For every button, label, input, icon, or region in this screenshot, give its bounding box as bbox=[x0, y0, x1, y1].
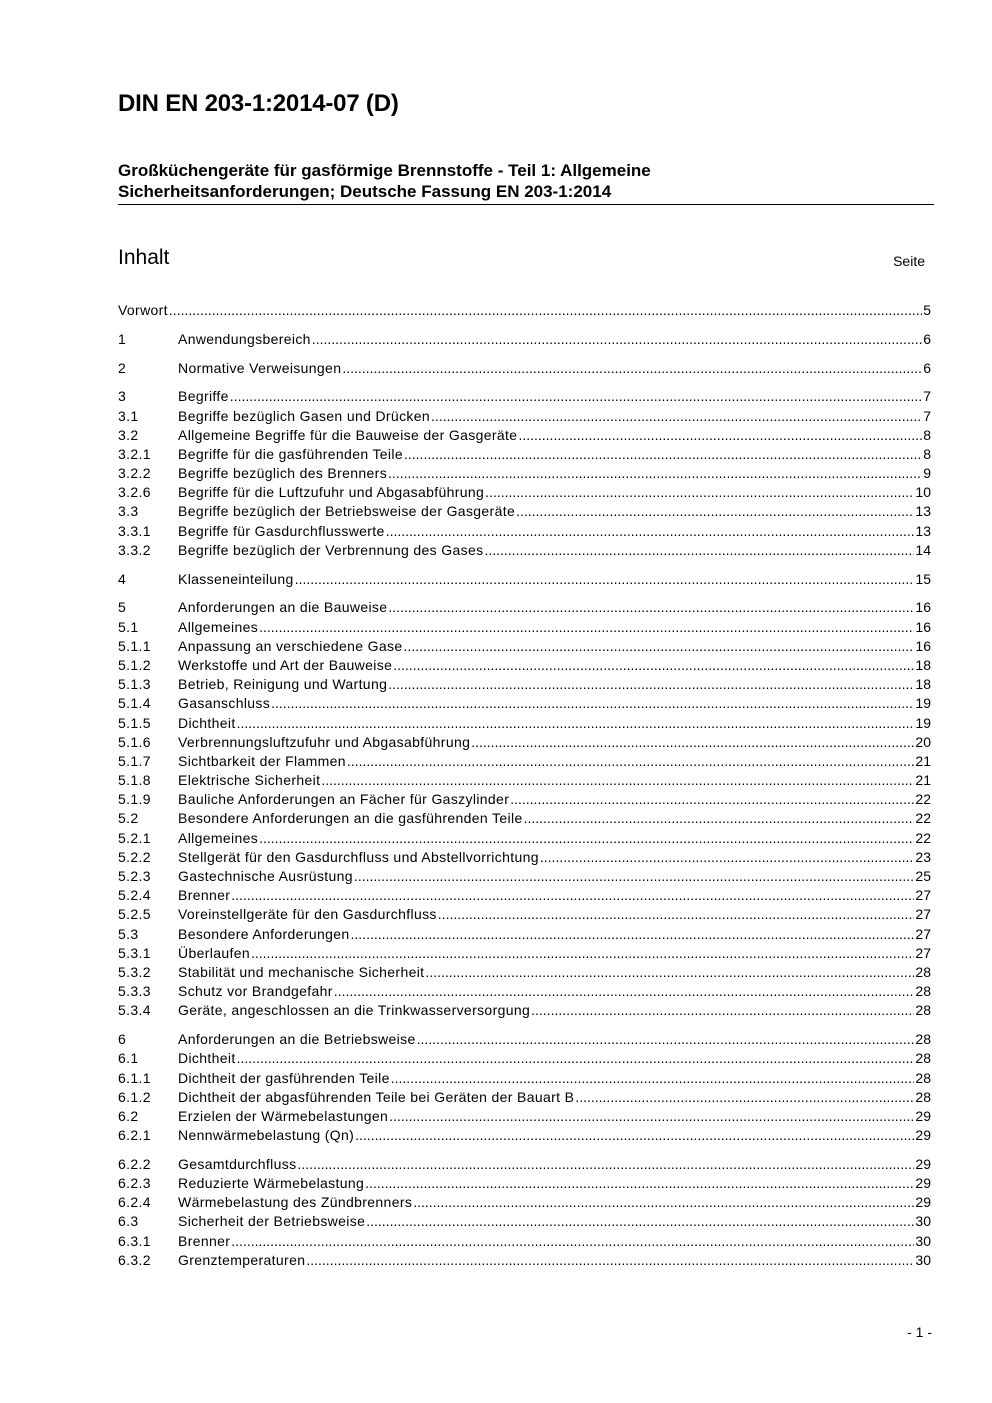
toc-entry-leader-dots bbox=[518, 426, 922, 445]
toc-entry-page: 15 bbox=[915, 570, 931, 587]
toc-entry-number: 5.2.4 bbox=[118, 887, 151, 904]
toc-entry-number: 5.1.1 bbox=[118, 637, 151, 654]
toc-entry-title: Brenner bbox=[178, 1232, 231, 1249]
toc-entry-title: Begriffe bezüglich der Betriebsweise der Gasgeräte bbox=[178, 503, 516, 520]
toc-entry-page: 29 bbox=[915, 1175, 931, 1192]
toc-entry[interactable] bbox=[118, 675, 931, 694]
toc-entry-page: 19 bbox=[915, 714, 931, 731]
toc-entry[interactable] bbox=[118, 925, 931, 944]
toc-entry-leader-dots bbox=[417, 1030, 915, 1049]
toc-entry-number: 5.3.1 bbox=[118, 944, 151, 961]
toc-entry-page: 13 bbox=[915, 503, 931, 520]
toc-entry-page: 22 bbox=[915, 829, 931, 846]
toc-entry-leader-dots bbox=[516, 502, 914, 521]
toc-entry-page: 7 bbox=[923, 388, 931, 405]
toc-entry-leader-dots bbox=[366, 1212, 914, 1231]
toc-entry-title: Grenztemperaturen bbox=[178, 1251, 306, 1268]
toc-entry-title: Betrieb, Reinigung und Wartung bbox=[178, 676, 388, 693]
toc-entry-leader-dots bbox=[393, 656, 914, 675]
toc-entry-title: Begriffe bezüglich der Verbrennung des Gases bbox=[178, 541, 484, 558]
toc-entry-page: 27 bbox=[915, 906, 931, 923]
toc-entry-title: Dichtheit der abgasführenden Teile bei Geräten der Bauart B bbox=[178, 1088, 575, 1105]
toc-entry-page: 8 bbox=[923, 426, 931, 443]
toc-entry-title: Begriffe bbox=[178, 388, 229, 405]
toc-entry-page: 28 bbox=[915, 1031, 931, 1048]
toc-entry-title: Stellgerät für den Gasdurchfluss und Abstellvorrichtung bbox=[178, 848, 539, 865]
toc-entry-page: 28 bbox=[915, 1069, 931, 1086]
toc-entry-page: 28 bbox=[915, 1088, 931, 1105]
toc-entry[interactable] bbox=[118, 359, 931, 378]
toc-entry-leader-dots bbox=[347, 752, 915, 771]
toc-entry-number: 6.3.1 bbox=[118, 1232, 151, 1249]
toc-entry-title: Voreinstellgeräte für den Gasdurchfluss bbox=[178, 906, 437, 923]
toc-entry-page: 16 bbox=[915, 637, 931, 654]
toc-entry-number: 5.2.3 bbox=[118, 868, 151, 885]
toc-entry-leader-dots bbox=[342, 359, 922, 378]
toc-entry-number: 6.2.1 bbox=[118, 1127, 151, 1144]
toc-entry[interactable] bbox=[118, 982, 931, 1001]
toc-entry-leader-dots bbox=[306, 1251, 914, 1270]
toc-entry-page: 28 bbox=[915, 1050, 931, 1067]
toc-entry-number: 3.2 bbox=[118, 426, 139, 443]
toc-entry-title: Allgemeines bbox=[178, 618, 259, 635]
toc-entry-number: 5.2.5 bbox=[118, 906, 151, 923]
toc-entry-leader-dots bbox=[540, 848, 915, 867]
toc-entry-page: 6 bbox=[923, 330, 931, 347]
toc-entry-title: Allgemeines bbox=[178, 829, 259, 846]
toc-entry-number: 3.2.6 bbox=[118, 484, 151, 501]
toc-entry-leader-dots bbox=[389, 1107, 914, 1126]
toc-entry-title: Stabilität und mechanische Sicherheit bbox=[178, 963, 425, 980]
toc-entry[interactable] bbox=[118, 771, 931, 790]
toc-entry-number: 3.2.1 bbox=[118, 445, 151, 462]
toc-entry-page: 25 bbox=[915, 868, 931, 885]
toc-entry-leader-dots bbox=[510, 790, 914, 809]
toc-entry-number: 5.1.4 bbox=[118, 695, 151, 712]
toc-page-column-label: Seite bbox=[893, 253, 925, 269]
toc-entry-number: 5.3.2 bbox=[118, 963, 151, 980]
toc-entry-leader-dots bbox=[230, 387, 922, 406]
toc-entry[interactable] bbox=[118, 618, 931, 637]
toc-entry-number: 5.3.3 bbox=[118, 983, 151, 1000]
toc-entry-number: 3.3 bbox=[118, 503, 139, 520]
toc-entry-title: Werkstoffe und Art der Bauweise bbox=[178, 656, 393, 673]
toc-entry-page: 27 bbox=[915, 887, 931, 904]
toc-entry-title: Elektrische Sicherheit bbox=[178, 772, 321, 789]
toc-entry[interactable] bbox=[118, 1030, 931, 1049]
table-of-contents bbox=[118, 301, 931, 1270]
toc-entry-number: 5.1.9 bbox=[118, 791, 151, 808]
toc-entry-page: 18 bbox=[915, 676, 931, 693]
toc-entry[interactable] bbox=[118, 1049, 931, 1068]
toc-entry[interactable] bbox=[118, 1232, 931, 1251]
document-subtitle bbox=[118, 160, 934, 205]
toc-entry-title: Bauliche Anforderungen an Fächer für Gaszylinder bbox=[178, 791, 510, 808]
toc-entry-number: 5.3.4 bbox=[118, 1002, 151, 1019]
toc-entry-number: 5.1 bbox=[118, 618, 139, 635]
toc-entry-page: 16 bbox=[915, 599, 931, 616]
toc-entry[interactable] bbox=[118, 1069, 931, 1088]
toc-entry-title: Wärmebelastung des Zündbrenners bbox=[178, 1194, 413, 1211]
toc-entry-number: 5.1.8 bbox=[118, 772, 151, 789]
toc-entry[interactable] bbox=[118, 963, 931, 982]
toc-entry[interactable] bbox=[118, 886, 931, 905]
toc-entry-leader-dots bbox=[237, 1049, 915, 1068]
toc-entry-leader-dots bbox=[231, 1232, 914, 1251]
toc-entry-number: 5.2.1 bbox=[118, 829, 151, 846]
toc-entry-title: Dichtheit bbox=[178, 714, 236, 731]
toc-entry-number: 6.2 bbox=[118, 1107, 139, 1124]
toc-entry-leader-dots bbox=[388, 598, 914, 617]
toc-entry-leader-dots bbox=[334, 982, 915, 1001]
toc-entry-leader-dots bbox=[271, 694, 914, 713]
toc-entry-page: 14 bbox=[915, 541, 931, 558]
toc-entry-leader-dots bbox=[251, 944, 914, 963]
toc-entry-title: Sichtbarkeit der Flammen bbox=[178, 752, 346, 769]
toc-entry[interactable] bbox=[118, 1001, 931, 1020]
toc-entry-leader-dots bbox=[404, 637, 915, 656]
toc-entry-number: 5.1.7 bbox=[118, 752, 151, 769]
toc-entry-page: 9 bbox=[923, 465, 931, 482]
toc-entry-title: Geräte, angeschlossen an die Trinkwasserversorgung bbox=[178, 1002, 531, 1019]
toc-entry[interactable] bbox=[118, 330, 931, 349]
toc-entry-page: 21 bbox=[915, 772, 931, 789]
toc-entry-number: 6.2.4 bbox=[118, 1194, 151, 1211]
toc-entry-number: 5.1.3 bbox=[118, 676, 151, 693]
toc-entry-leader-dots bbox=[413, 1193, 914, 1212]
toc-entry[interactable] bbox=[118, 522, 931, 541]
toc-entry-page: 7 bbox=[923, 407, 931, 424]
document-title: DIN EN 203-1:2014-07 (D) bbox=[118, 90, 399, 117]
toc-entry-title: Gesamtdurchfluss bbox=[178, 1155, 297, 1172]
toc-entry[interactable] bbox=[118, 1193, 931, 1212]
toc-entry-leader-dots bbox=[259, 829, 914, 848]
toc-entry-leader-dots bbox=[312, 330, 922, 349]
toc-entry-leader-dots bbox=[485, 483, 914, 502]
toc-entry[interactable] bbox=[118, 1107, 931, 1126]
toc-entry-leader-dots bbox=[425, 963, 914, 982]
toc-entry-page: 30 bbox=[915, 1213, 931, 1230]
toc-entry[interactable] bbox=[118, 387, 931, 406]
toc-entry-title: Erzielen der Wärmebelastungen bbox=[178, 1107, 389, 1124]
toc-entry[interactable] bbox=[118, 809, 931, 828]
toc-entry-page: 21 bbox=[915, 752, 931, 769]
toc-entry-page: 29 bbox=[915, 1107, 931, 1124]
toc-entry-page: 27 bbox=[915, 925, 931, 942]
toc-entry-page: 13 bbox=[915, 522, 931, 539]
toc-entry-number: 6.3.2 bbox=[118, 1251, 151, 1268]
toc-entry[interactable] bbox=[118, 733, 931, 752]
toc-entry-title: Verbrennungsluftzufuhr und Abgasabführung bbox=[178, 733, 471, 750]
toc-entry[interactable] bbox=[118, 656, 931, 675]
toc-entry[interactable] bbox=[118, 829, 931, 848]
toc-entry-leader-dots bbox=[355, 1126, 914, 1145]
toc-entry-leader-dots bbox=[297, 1155, 914, 1174]
toc-entry-title: Klasseneinteilung bbox=[178, 570, 294, 587]
toc-entry-number: 6.2.2 bbox=[118, 1155, 151, 1172]
toc-entry-page: 22 bbox=[915, 810, 931, 827]
toc-entry[interactable] bbox=[118, 541, 931, 560]
toc-entry-page: 29 bbox=[915, 1127, 931, 1144]
page-number: - 1 - bbox=[907, 1324, 932, 1340]
toc-entry[interactable] bbox=[118, 464, 931, 483]
toc-entry-page: 8 bbox=[923, 445, 931, 462]
toc-entry-leader-dots bbox=[431, 407, 922, 426]
toc-entry-title: Vorwort bbox=[118, 302, 168, 318]
toc-entry-page: 5 bbox=[923, 302, 931, 318]
toc-entry[interactable] bbox=[118, 445, 931, 464]
toc-entry-leader-dots bbox=[237, 714, 915, 733]
toc-entry-leader-dots bbox=[484, 541, 914, 560]
toc-entry-leader-dots bbox=[438, 905, 915, 924]
toc-entry-leader-dots bbox=[365, 1174, 914, 1193]
toc-entry-leader-dots bbox=[321, 771, 914, 790]
toc-entry-title: Besondere Anforderungen an die gasführenden Teile bbox=[178, 810, 523, 827]
toc-entry-number: 6.1.2 bbox=[118, 1088, 151, 1105]
toc-entry-number: 5.2.2 bbox=[118, 848, 151, 865]
toc-entry-page: 29 bbox=[915, 1194, 931, 1211]
toc-entry-page: 27 bbox=[915, 944, 931, 961]
toc-entry[interactable] bbox=[118, 1174, 931, 1193]
document-subtitle-line-1: Großküchengeräte für gasförmige Brennstoffe - Teil 1: Allgemeine bbox=[118, 161, 651, 180]
toc-entry[interactable] bbox=[118, 1126, 931, 1145]
toc-entry[interactable] bbox=[118, 301, 931, 320]
toc-entry-title: Brenner bbox=[178, 887, 231, 904]
toc-entry[interactable] bbox=[118, 1251, 931, 1270]
toc-entry-page: 22 bbox=[915, 791, 931, 808]
toc-entry-title: Begriffe für die Luftzufuhr und Abgasabführung bbox=[178, 484, 485, 501]
toc-entry-title: Besondere Anforderungen bbox=[178, 925, 350, 942]
toc-entry[interactable] bbox=[118, 1212, 931, 1231]
toc-entry-page: 28 bbox=[915, 1002, 931, 1019]
toc-entry[interactable] bbox=[118, 598, 931, 617]
toc-entry-title: Nennwärmebelastung (Qn) bbox=[178, 1127, 355, 1144]
toc-entry-title: Begriffe für die gasführenden Teile bbox=[178, 445, 403, 462]
toc-entry-page: 29 bbox=[915, 1155, 931, 1172]
toc-entry-number: 3 bbox=[118, 388, 127, 405]
toc-entry[interactable] bbox=[118, 848, 931, 867]
toc-entry-leader-dots bbox=[295, 570, 915, 589]
toc-entry-leader-dots bbox=[388, 675, 914, 694]
toc-entry-number: 5 bbox=[118, 599, 127, 616]
toc-entry-title: Dichtheit der gasführenden Teile bbox=[178, 1069, 390, 1086]
toc-entry-leader-dots bbox=[391, 1069, 915, 1088]
toc-entry[interactable] bbox=[118, 483, 931, 502]
toc-entry-number: 6.1 bbox=[118, 1050, 139, 1067]
toc-entry-title: Anforderungen an die Betriebsweise bbox=[178, 1031, 416, 1048]
toc-entry-title: Gasanschluss bbox=[178, 695, 271, 712]
toc-entry-leader-dots bbox=[169, 301, 922, 320]
toc-entry-page: 30 bbox=[915, 1232, 931, 1249]
toc-entry[interactable] bbox=[118, 570, 931, 589]
toc-entry-number: 5.1.5 bbox=[118, 714, 151, 731]
toc-entry-number: 5.3 bbox=[118, 925, 139, 942]
toc-entry-number: 3.1 bbox=[118, 407, 139, 424]
toc-entry-number: 1 bbox=[118, 330, 127, 347]
toc-entry-title: Anforderungen an die Bauweise bbox=[178, 599, 388, 616]
toc-entry-number: 2 bbox=[118, 359, 127, 376]
toc-entry-number: 3.3.1 bbox=[118, 522, 151, 539]
toc-entry[interactable] bbox=[118, 502, 931, 521]
toc-entry[interactable] bbox=[118, 637, 931, 656]
toc-entry[interactable] bbox=[118, 694, 931, 713]
toc-entry-leader-dots bbox=[259, 618, 914, 637]
document-subtitle-line-2: Sicherheitsanforderungen; Deutsche Fassung EN 203-1:2014 bbox=[118, 182, 612, 201]
toc-entry-leader-dots bbox=[351, 925, 915, 944]
toc-entry-leader-dots bbox=[531, 1001, 914, 1020]
toc-entry-title: Sicherheit der Betriebsweise bbox=[178, 1213, 366, 1230]
toc-entry-page: 6 bbox=[923, 359, 931, 376]
toc-entry-title: Schutz vor Brandgefahr bbox=[178, 983, 333, 1000]
toc-entry-number: 3.3.2 bbox=[118, 541, 151, 558]
toc-entry-number: 6.2.3 bbox=[118, 1175, 151, 1192]
toc-entry-page: 20 bbox=[915, 733, 931, 750]
toc-entry-title: Gastechnische Ausrüstung bbox=[178, 868, 353, 885]
toc-entry-page: 28 bbox=[915, 963, 931, 980]
toc-entry-leader-dots bbox=[524, 809, 915, 828]
toc-entry-title: Überlaufen bbox=[178, 944, 250, 961]
toc-entry-title: Reduzierte Wärmebelastung bbox=[178, 1175, 365, 1192]
toc-entry-title: Normative Verweisungen bbox=[178, 359, 342, 376]
toc-entry-number: 6.3 bbox=[118, 1213, 139, 1230]
toc-entry-leader-dots bbox=[231, 886, 914, 905]
toc-entry-number: 5.2 bbox=[118, 810, 139, 827]
toc-entry-leader-dots bbox=[471, 733, 914, 752]
toc-entry[interactable] bbox=[118, 790, 931, 809]
toc-entry[interactable] bbox=[118, 1155, 931, 1174]
toc-entry-title: Dichtheit bbox=[178, 1050, 236, 1067]
toc-entry-title: Anpassung an verschiedene Gase bbox=[178, 637, 403, 654]
toc-entry[interactable] bbox=[118, 426, 931, 445]
toc-entry[interactable] bbox=[118, 752, 931, 771]
toc-entry-title: Anwendungsbereich bbox=[178, 330, 311, 347]
toc-entry-number: 6 bbox=[118, 1031, 127, 1048]
toc-entry-number: 6.1.1 bbox=[118, 1069, 151, 1086]
toc-entry-page: 23 bbox=[915, 848, 931, 865]
toc-entry-page: 19 bbox=[915, 695, 931, 712]
toc-entry-leader-dots bbox=[354, 867, 914, 886]
toc-entry-leader-dots bbox=[575, 1088, 914, 1107]
toc-entry[interactable] bbox=[118, 944, 931, 963]
toc-entry[interactable] bbox=[118, 867, 931, 886]
toc-entry-page: 18 bbox=[915, 656, 931, 673]
toc-entry-number: 3.2.2 bbox=[118, 465, 151, 482]
toc-entry[interactable] bbox=[118, 407, 931, 426]
toc-entry[interactable] bbox=[118, 1088, 931, 1107]
toc-entry-number: 5.1.6 bbox=[118, 733, 151, 750]
toc-entry-page: 10 bbox=[915, 484, 931, 501]
toc-entry-leader-dots bbox=[386, 522, 915, 541]
toc-entry-page: 16 bbox=[915, 618, 931, 635]
toc-entry-title: Begriffe bezüglich Gasen und Drücken bbox=[178, 407, 431, 424]
toc-entry-number: 4 bbox=[118, 570, 127, 587]
toc-entry-page: 28 bbox=[915, 983, 931, 1000]
toc-entry-leader-dots bbox=[404, 445, 922, 464]
toc-entry-leader-dots bbox=[388, 464, 922, 483]
toc-entry-title: Allgemeine Begriffe für die Bauweise der Gasgeräte bbox=[178, 426, 518, 443]
toc-entry-page: 30 bbox=[915, 1251, 931, 1268]
toc-entry-title: Begriffe bezüglich des Brenners bbox=[178, 465, 388, 482]
toc-entry[interactable] bbox=[118, 905, 931, 924]
toc-heading: Inhalt bbox=[118, 246, 170, 269]
toc-entry-number: 5.1.2 bbox=[118, 656, 151, 673]
toc-entry-title: Begriffe für Gasdurchflusswerte bbox=[178, 522, 385, 539]
toc-entry[interactable] bbox=[118, 714, 931, 733]
